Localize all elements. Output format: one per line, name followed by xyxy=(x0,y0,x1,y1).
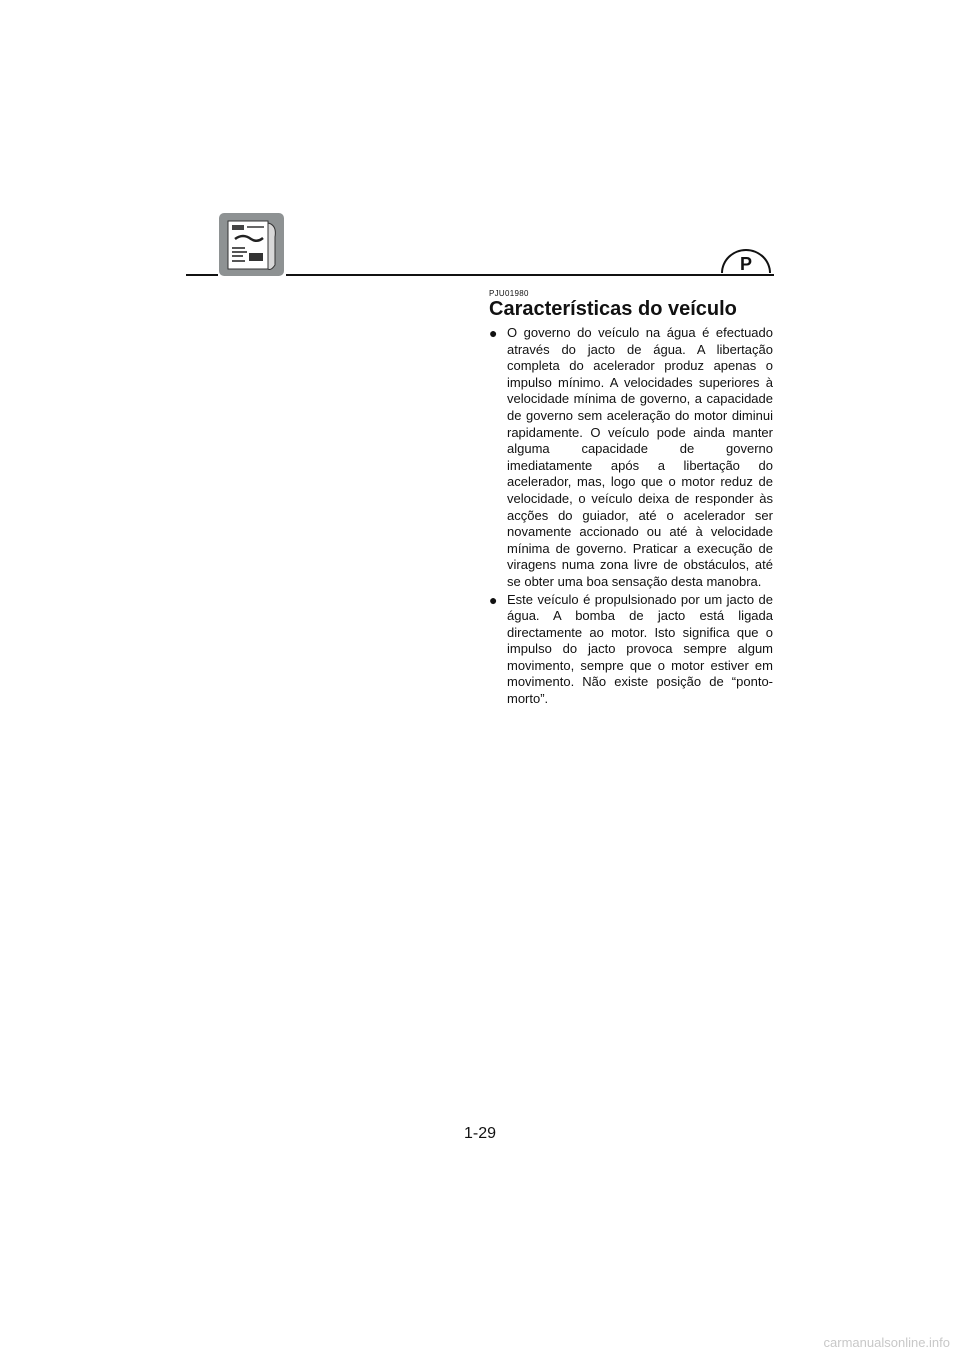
bullet-list xyxy=(489,325,773,709)
section-title: Características do veículo xyxy=(489,298,737,320)
bullet-dot-icon: ● xyxy=(489,591,498,608)
bullet-text: O governo do veículo na água é efectuado através do jacto de água. A libertação completa do acelerador produz apenas o impulso mínimo. A velocidades superiores à velocidade mínima de governo, a capacidade de governo sem aceleração do motor diminui rapidamente. O veículo pode ainda manter alguma capacidade de governo imediatamente após a libertação do acelerador, mas, logo que o motor reduz de velocidade, o veículo deixa de responder às acções do guiador, até o acelerador ser novamente accionado ou até à velocidade mínima de governo. Praticar a execução de viragens numa zona livre de obstáculos, até se obter uma boa sensação desta manobra. xyxy=(507,325,773,589)
bullet-dot-icon: ● xyxy=(489,325,498,341)
bullet-text: Este veículo é propulsionado por um jacto de água. A bomba de jacto está ligada directamente ao motor. Isto significa que o impulso do jacto provoca sempre algum movimento, sempre que o motor estiver em movimento. Não existe posição de “ponto-morto”. xyxy=(507,591,773,707)
section-code: PJU01980 xyxy=(489,289,529,298)
page-number: 1-29 xyxy=(463,1125,497,1142)
list-item xyxy=(489,592,773,708)
header-rule-left xyxy=(186,274,218,276)
manual-document-icon xyxy=(219,213,284,276)
language-badge: P xyxy=(721,249,771,273)
list-item xyxy=(489,325,773,591)
header-rule-right xyxy=(286,274,774,276)
watermark: carmanualsonline.info xyxy=(823,1335,950,1350)
